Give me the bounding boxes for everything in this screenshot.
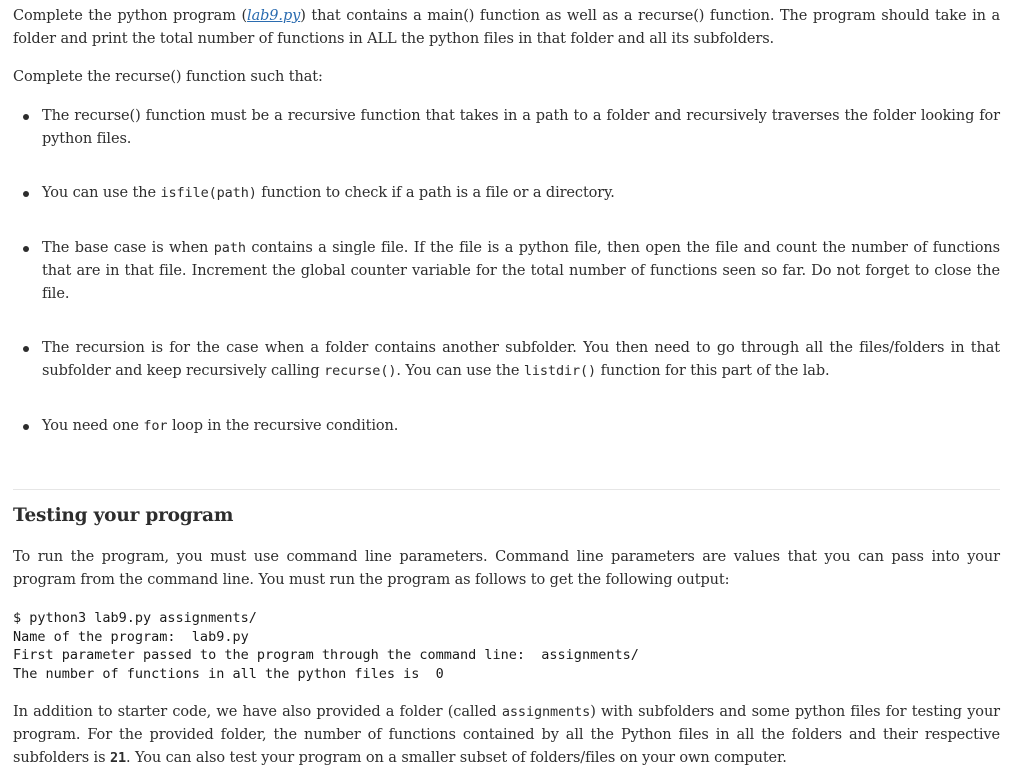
for-code: for: [143, 418, 168, 434]
bullet-icon: [23, 246, 29, 252]
lab9-file-link[interactable]: lab9.py: [247, 8, 301, 24]
list-item: The recursion is for the case when a folder contains another subfolder. You then need to go through all the files/folders in that subfolder and keep recursively calling recurse(). You can use the listdir() function for this part of the lab.: [13, 337, 1000, 383]
function-count: 21: [109, 750, 126, 766]
listdir-code: listdir(): [523, 363, 597, 379]
complete-recurse-line: Complete the recurse() function such that:: [13, 69, 323, 85]
recurse-code: recurse(): [324, 363, 397, 379]
run-paragraph: To run the program, you must use command line parameters. Command line parameters are values that you can pass into your program from the command line. You must run the program as follows to get the following output:: [13, 549, 1000, 588]
section-divider: [13, 489, 1000, 490]
bullet-icon: [23, 424, 29, 430]
list-item: You need one for loop in the recursive condition.: [13, 415, 1000, 438]
bullet-icon: [23, 191, 29, 197]
terminal-line: $ python3 lab9.py assignments/: [13, 610, 257, 626]
final-paragraph: In addition to starter code, we have also provided a folder (called assignments) with subfolders and some python files for testing your program. For the provided folder, the number of functions contained by all the Python files in all the folders and their respective subfolders is 21. You can also test your program on a smaller subset of folders/files on your own computer.: [13, 704, 1001, 766]
list-item: The base case is when path contains a single file. If the file is a python file, then open the file and count the number of functions that are in that file. Increment the global counter variable for the total number of functions seen so far. Do not forget to close the file.: [13, 237, 1000, 306]
terminal-output: [13, 609, 639, 683]
intro-text-2: ) that contains a main() function as well as a recurse() function. The program should take in a folder and print the total number of functions in ALL the python files in that folder and all its subfolders.: [13, 8, 1000, 47]
terminal-line: Name of the program: lab9.py: [13, 628, 249, 645]
bullet-icon: [23, 346, 29, 352]
intro-paragraph: [13, 5, 1000, 51]
terminal-line: The number of functions in all the python files is 0: [13, 665, 444, 682]
path-code: path: [213, 240, 246, 256]
list-item: You can use the isfile(path) function to check if a path is a file or a directory.: [13, 182, 1000, 205]
bullet-text: The recurse() function must be a recursive function that takes in a path to a folder and recursively traverses the folder looking for python files.: [42, 108, 1000, 147]
list-item: [13, 105, 1000, 151]
isfile-code: isfile(path): [160, 185, 257, 201]
section-heading: Testing your program: [13, 505, 234, 526]
assignments-code: assignments: [501, 704, 591, 720]
bullet-icon: [23, 114, 29, 120]
intro-text-1: Complete the python program (: [13, 8, 248, 24]
terminal-line: First parameter passed to the program through the command line: assignments/: [13, 647, 639, 663]
